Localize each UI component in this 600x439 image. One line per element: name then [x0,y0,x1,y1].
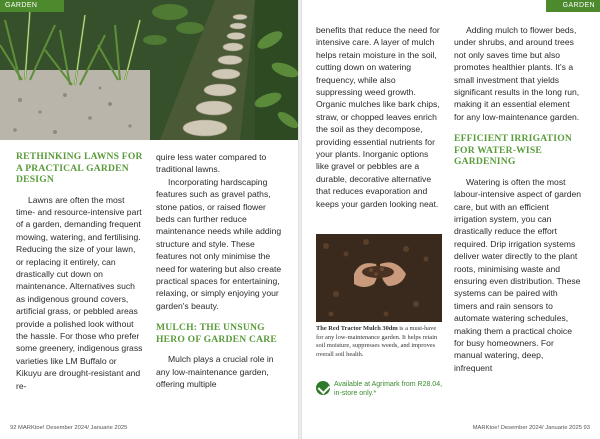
left-column-2 [156,151,284,391]
paragraph-lawns: Lawns are often the most time- and resource-intensive part of a garden, demanding frequent mowing, watering, and fertilising. Reducing the size of your lawn, or replacing it entirely, can drastically cut down on maintenance. Alternatives such as indigenous ground covers, artificial grass, or pebbled areas provide a polished look without the hassle. For those who prefer some greenery, indigenous grass varieties like LM Buffalo or Kikuyu are drought-resistant and re- [16,194,143,391]
page-folio-left: 92 MARKtoe! Desember 2024/ Januarie 2025 [10,425,128,431]
heading-mulch: MULCH: THE UNSUNG HERO OF GARDEN CARE [156,322,277,345]
paragraph-mulch-benefits: benefits that reduce the need for intensive care. A layer of mulch helps retain moisture in the soil, cutting down on watering frequency, while also suppressing weed growth. Organic mulches like bark chips, straw, or chopped leaves enrich the soil as they decompose, providing essential nutrients for your plants. Inorganic options like gravel or pebbles are a durable, decorative alternative that reduces evaporation and keeps your garden looking neat. [316,25,440,209]
right-page [302,0,600,439]
section-tab-garden-right: GARDEN [546,0,600,12]
left-column-1 [16,151,144,392]
section-tab-garden: GARDEN [0,0,64,12]
left-page [0,0,298,439]
right-column-1 [316,24,442,210]
paragraph-mulch-intro: Mulch plays a crucial role in any low-maintenance garden, offering multiple [156,354,274,390]
paragraph-adding-mulch: Adding mulch to flower beds, under shrubs, and around trees not only saves time but also promotes healthier plants. It's a small investment that yields significant results in the long run, making it an essential element for any low-maintenance garden. [454,25,580,122]
paragraph-hardscaping: Incorporating hardscaping features such as gravel paths, stone patios, or raised flower beds can further reduce maintenance needs while adding structure and style. These features not only minimise the need for watering but also create practical spaces for entertaining, relaxing, or simply enjoying your garden's beauty. [156,176,282,311]
availability-note [316,380,446,398]
availability-text: Available at Agrimark from R28.04, in-store only.* [334,381,443,397]
mulch-hands-photo [316,234,442,322]
garden-path-photo [0,0,298,140]
agrimark-logo-icon [316,381,330,395]
heading-irrigation: EFFICIENT IRRIGATION FOR WATER-WISE GARDENING [454,133,572,168]
caption-product-name: The Red Tractor Mulch 30dm [316,325,398,332]
right-column-2 [454,24,582,374]
paragraph-irrigation: Watering is often the most labour-intensive aspect of garden care, but with an efficient irrigation system, you can drastically reduce the effort required. Drip irrigation systems deliver water directly to the plant roots, minimising waste and ensuring even distribution. These systems can be paired with timers and rain sensors to automate watering schedules, making them a practical choice for busy homeowners. For manual watering, deep, infrequent [454,176,582,373]
caption-text: is a must-have for any low-maintenance garden. It helps retain soil moisture, suppresses weeds, and improves overall soil health. [316,325,438,358]
product-caption [316,325,444,359]
heading-rethinking-lawns: RETHINKING LAWNS FOR A PRACTICAL GARDEN DESIGN [16,151,143,185]
page-folio-right: MARKtoe! Desember 2024/ Januarie 2025 93 [472,425,590,431]
paragraph-lawns-continued: quire less water compared to traditional lawns. [156,152,267,175]
